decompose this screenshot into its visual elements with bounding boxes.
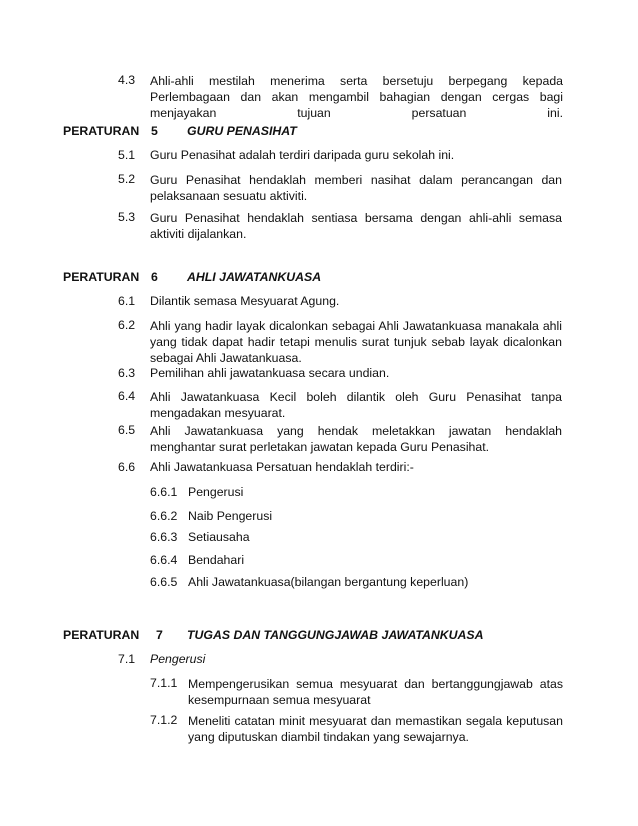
clause-text: Ahli yang hadir layak dicalonkan sebagai Ahli Jawatankuasa manakala ahli yang tidak dapat hadir tetapi menulis surat tunjuk sebab layak dicalonkan sebagai Ahli Jawatankuasa. — [150, 319, 562, 365]
clause-text: Pengerusi — [150, 652, 206, 666]
subclause-number: 6.6.4 — [150, 553, 178, 567]
clause-text: Ahli Jawatankuasa Kecil boleh dilantik oleh Guru Penasihat tanpa mengadakan mesyuarat. — [150, 390, 562, 420]
clause-number: 5.2 — [118, 172, 136, 186]
section-title: TUGAS DAN TANGGUNGJAWAB JAWATANKUASA — [187, 628, 484, 642]
clause-text: Guru Penasihat hendaklah memberi nasihat dalam perancangan dan pelaksanaan sesuatu aktiviti. — [150, 173, 562, 203]
clause-number: 6.4 — [118, 389, 136, 403]
subclause-text: Bendahari — [188, 553, 245, 567]
clause-number: 6.6 — [118, 460, 136, 474]
clause-text: Ahli-ahli mestilah menerima serta bersetuju berpegang kepada Perlembagaan dan akan mengambil bahagian dengan cergas bagi menjayakan tujuan persatuan ini. — [150, 74, 563, 120]
section-label: PERATURAN — [63, 270, 140, 284]
subclause-number: 6.6.2 — [150, 509, 178, 523]
section-label: PERATURAN — [63, 124, 140, 138]
clause-text: Guru Penasihat hendaklah sentiasa bersama dengan ahli-ahli semasa aktiviti dijalankan. — [150, 211, 562, 241]
subclause-number: 6.6.3 — [150, 530, 178, 544]
clause-text: Pemilihan ahli jawatankuasa secara undian. — [150, 366, 390, 380]
subclause-number: 6.6.5 — [150, 575, 178, 589]
subclause-number: 7.1.1 — [150, 676, 178, 690]
clause-text: Dilantik semasa Mesyuarat Agung. — [150, 294, 340, 308]
clause-number: 5.1 — [118, 148, 136, 162]
clause-number: 5.3 — [118, 210, 136, 224]
clause-number: 7.1 — [118, 652, 136, 666]
section-number: 6 — [151, 270, 158, 284]
clause-number: 6.3 — [118, 366, 136, 380]
clause-text: Ahli Jawatankuasa Persatuan hendaklah terdiri:- — [150, 460, 414, 474]
section-number: 7 — [156, 628, 163, 642]
section-title: GURU PENASIHAT — [187, 124, 297, 138]
subclause-text: Setiausaha — [188, 530, 250, 544]
clause-text: Ahli Jawatankuasa yang hendak meletakkan jawatan hendaklah menghantar surat perletakan jawatan kepada Guru Penasihat. — [150, 424, 562, 454]
subclause-text: Ahli Jawatankuasa(bilangan bergantung keperluan) — [188, 575, 469, 589]
subclause-number: 7.1.2 — [150, 713, 178, 727]
subclause-text: Naib Pengerusi — [188, 509, 273, 523]
clause-number: 6.2 — [118, 318, 136, 332]
clause-number: 6.5 — [118, 423, 136, 437]
clause-number: 4.3 — [118, 73, 136, 87]
subclause-text: Mempengerusikan semua mesyuarat dan bertanggungjawab atas kesempurnaan semua mesyuarat — [188, 677, 563, 707]
clause-number: 6.1 — [118, 294, 136, 308]
section-number: 5 — [151, 124, 158, 138]
subclause-number: 6.6.1 — [150, 485, 178, 499]
subclause-text: Pengerusi — [188, 485, 244, 499]
section-title: AHLI JAWATANKUASA — [187, 270, 322, 284]
section-label: PERATURAN — [63, 628, 140, 642]
subclause-text: Meneliti catatan minit mesyuarat dan memastikan segala keputusan yang diputuskan diambil tindakan yang sewajarnya. — [188, 714, 563, 744]
clause-text: Guru Penasihat adalah terdiri daripada guru sekolah ini. — [150, 148, 455, 162]
